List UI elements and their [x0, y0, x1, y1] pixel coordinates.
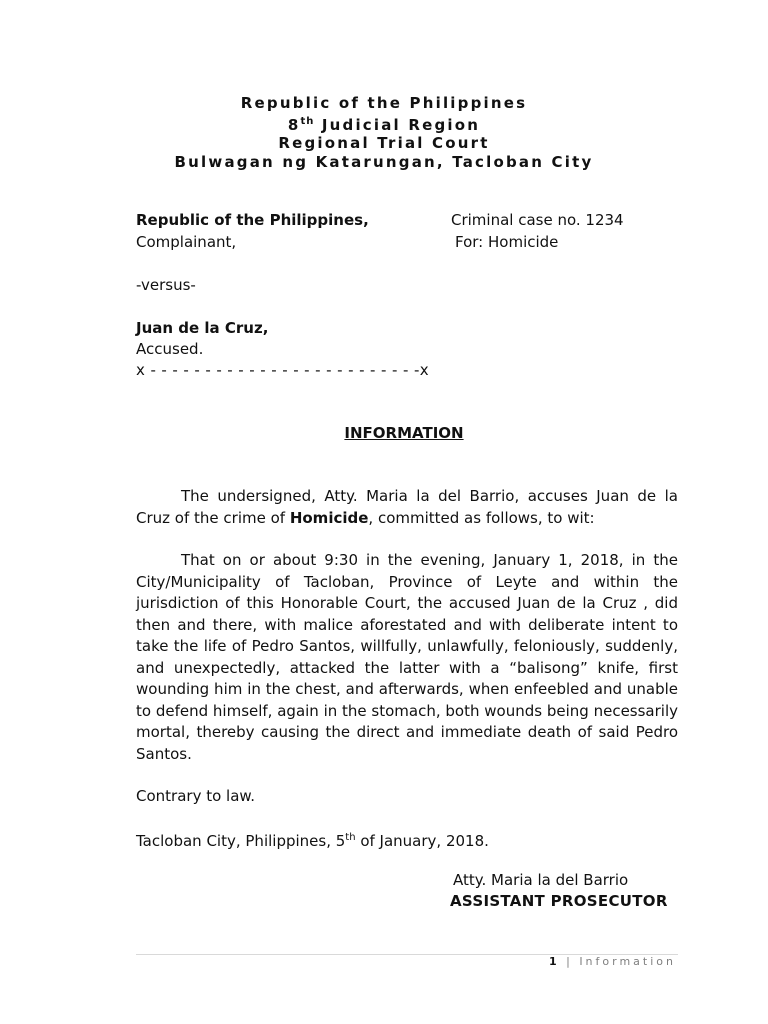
- signatory-name: Atty. Maria la del Barrio: [453, 871, 629, 889]
- header-country: Republic of the Philippines: [240, 94, 528, 112]
- caption-separator: x - - - - - - - - - - - - - - - - - - - - - - - - -x: [136, 361, 430, 379]
- crime-name: Homicide: [289, 508, 369, 527]
- header-location: Bulwagan ng Katarungan, Tacloban City: [174, 152, 594, 171]
- header-region-text: Judicial Region: [314, 115, 481, 134]
- accusation-text: The undersigned, Atty. Maria la del Barrio, accuses Juan de la Cruz of the crime of: [136, 487, 678, 527]
- paragraph-accusation: [136, 486, 678, 529]
- header-region-number: 8: [287, 115, 301, 134]
- date-text: Tacloban City, Philippines, 5: [136, 832, 346, 850]
- signatory-title: ASSISTANT PROSECUTOR: [450, 892, 668, 910]
- paragraph-contrary: Contrary to law.: [136, 787, 256, 805]
- accused-name: Juan de la Cruz,: [136, 319, 269, 337]
- date-suffix: th: [345, 832, 356, 843]
- header-region-suffix: th: [300, 115, 315, 127]
- header-court: Regional Trial Court: [278, 134, 490, 152]
- header-judicial-region: [0, 113, 768, 135]
- page-number: 1: [548, 955, 560, 968]
- date-text-end: of January, 2018.: [355, 832, 489, 850]
- footer-label: Information: [579, 955, 676, 968]
- court-header: [0, 94, 768, 171]
- paragraph-facts: That on or about 9:30 in the evening, January 1, 2018, in the City/Municipality of Tacloban, Province of Leyte and within the jurisdiction of this Honorable Court, the accused Juan de la Cruz , did then and there, with malice aforestated and with deliberate intent to take the life of Pedro Santos, willfully, unlawfully, feloniously, suddenly, and unexpectedly, attacked the latter with a “balisong” knife, first wounding him in the chest, and afterwards, when enfeebled and unable to defend himself, again in the stomach, both wounds being necessarily mortal, thereby causing the direct and immediate death of said Pedro Santos.: [136, 551, 678, 763]
- document-title: INFORMATION: [344, 424, 464, 442]
- complainant-name: Republic of the Philippines,: [136, 211, 369, 229]
- case-offense: For: Homicide: [455, 233, 559, 251]
- versus-label: -versus-: [136, 276, 196, 294]
- paragraph-date: [136, 827, 678, 853]
- complainant-role: Complainant,: [136, 233, 237, 251]
- page-footer: [549, 955, 676, 968]
- accused-role: Accused.: [136, 340, 204, 358]
- accusation-text-end: , committed as follows, to wit:: [368, 508, 595, 527]
- footer-separator: |: [559, 955, 580, 968]
- case-number: Criminal case no. 1234: [451, 211, 624, 229]
